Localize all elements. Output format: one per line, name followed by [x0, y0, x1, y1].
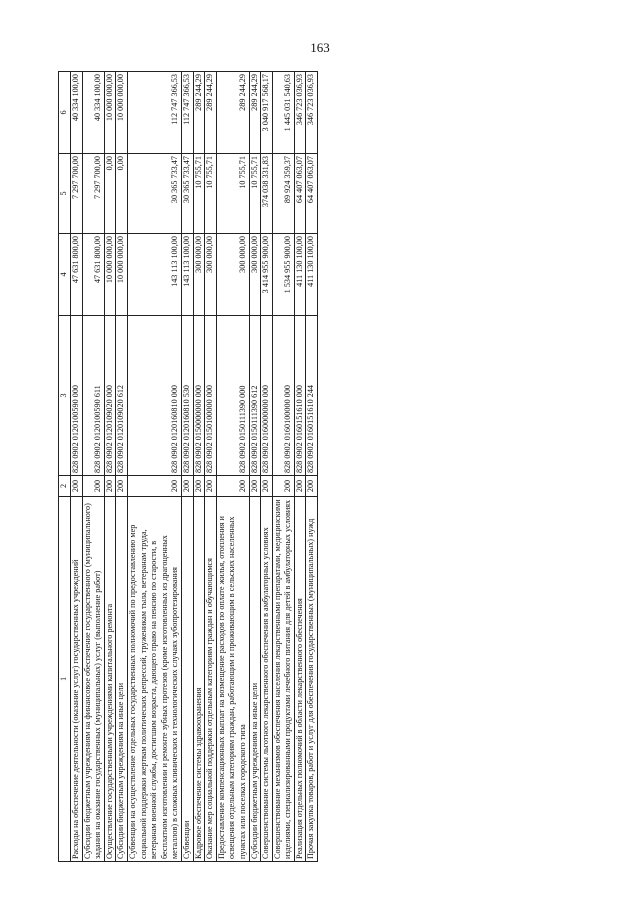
row-budget-code: 828 0902 0160151610 244 — [306, 316, 318, 476]
header-cell: 3 — [59, 316, 71, 476]
row-budget-code: 828 0902 0160000000 000 — [261, 316, 273, 476]
row-line-code: 200 — [272, 476, 294, 497]
row-unexecuted-amount: 289 244,29 — [249, 72, 261, 154]
row-line-code: 200 — [216, 476, 249, 497]
row-description: Субсидии бюджетным учреждениям на иные цели — [249, 497, 261, 862]
row-executed-amount: 0,00 — [116, 154, 128, 234]
row-executed-amount: 0,00 — [104, 154, 116, 234]
row-budget-code: 828 0902 0120109020 000 — [104, 316, 116, 476]
row-approved-amount: 1 534 955 900,00 — [272, 234, 294, 316]
row-description: Кадровое обеспечение системы здравоохранения — [193, 497, 205, 862]
header-cell: 6 — [59, 72, 71, 154]
row-line-code: 200 — [181, 476, 193, 497]
row-budget-code: 828 0902 0120160810 000 — [127, 316, 181, 476]
row-description: Осуществление государственными учреждениями капитального ремонта — [104, 497, 116, 862]
row-line-code: 200 — [205, 476, 217, 497]
row-approved-amount: 47 631 800,00 — [82, 234, 104, 316]
header-cell: 5 — [59, 154, 71, 234]
row-unexecuted-amount: 289 244,29 — [205, 72, 217, 154]
row-line-code: 200 — [104, 476, 116, 497]
row-unexecuted-amount: 346 723 036,93 — [306, 72, 318, 154]
row-approved-amount: 143 113 100,00 — [127, 234, 181, 316]
row-line-code: 200 — [294, 476, 306, 497]
row-approved-amount: 47 631 800,00 — [71, 234, 83, 316]
row-budget-code: 828 0902 0150111390 000 — [216, 316, 249, 476]
row-approved-amount: 411 130 100,00 — [294, 234, 306, 316]
row-approved-amount: 143 113 100,00 — [181, 234, 193, 316]
table-row — [181, 72, 193, 862]
row-approved-amount: 10 000 000,00 — [104, 234, 116, 316]
row-approved-amount: 300 000,00 — [249, 234, 261, 316]
row-unexecuted-amount: 10 000 000,00 — [116, 72, 128, 154]
row-budget-code: 828 0902 0160151610 000 — [294, 316, 306, 476]
row-unexecuted-amount: 112 747 366,53 — [181, 72, 193, 154]
row-executed-amount: 374 038 331,83 — [261, 154, 273, 234]
row-description: Субсидии бюджетным учреждениям на иные цели — [116, 497, 128, 862]
row-executed-amount: 64 407 063,07 — [294, 154, 306, 234]
row-approved-amount: 10 000 000,00 — [116, 234, 128, 316]
row-budget-code: 828 0902 0120160810 530 — [181, 316, 193, 476]
header-cell: 2 — [59, 476, 71, 497]
row-executed-amount: 7 297 700,00 — [82, 154, 104, 234]
row-description: Расходы на обеспечение деятельности (оказание услуг) государственных учреждений — [71, 497, 83, 862]
row-line-code: 200 — [82, 476, 104, 497]
header-cell: 1 — [59, 497, 71, 862]
row-line-code: 200 — [306, 476, 318, 497]
row-unexecuted-amount: 346 723 036,93 — [294, 72, 306, 154]
row-executed-amount: 10 755,71 — [193, 154, 205, 234]
row-line-code: 200 — [116, 476, 128, 497]
row-unexecuted-amount: 289 244,29 — [216, 72, 249, 154]
row-executed-amount: 10 755,71 — [249, 154, 261, 234]
table-row — [71, 72, 83, 862]
row-unexecuted-amount: 112 747 366,53 — [127, 72, 181, 154]
row-budget-code: 828 0902 0150100000 000 — [205, 316, 217, 476]
row-approved-amount: 300 000,00 — [205, 234, 217, 316]
page-number: 163 — [310, 40, 330, 55]
budget-execution-table — [58, 71, 318, 862]
row-approved-amount: 300 000,00 — [193, 234, 205, 316]
row-description: Прочая закупка товаров, работ и услуг для обеспечения государственных (муниципальных) нужд — [306, 497, 318, 862]
row-unexecuted-amount: 289 244,29 — [193, 72, 205, 154]
row-budget-code: 828 0902 0150000000 000 — [193, 316, 205, 476]
row-unexecuted-amount: 10 000 000,00 — [104, 72, 116, 154]
table-row — [261, 72, 273, 862]
header-row — [59, 72, 71, 862]
row-unexecuted-amount: 3 040 917 568,17 — [261, 72, 273, 154]
row-executed-amount: 89 924 359,37 — [272, 154, 294, 234]
row-executed-amount: 64 407 063,07 — [306, 154, 318, 234]
row-budget-code: 828 0902 0120100590 611 — [82, 316, 104, 476]
row-description: Реализация отдельных полномочий в области лекарственного обеспечения — [294, 497, 306, 862]
row-line-code: 200 — [127, 476, 181, 497]
row-budget-code: 828 0902 0120109020 612 — [116, 316, 128, 476]
table-row — [104, 72, 116, 862]
row-approved-amount: 300 000,00 — [216, 234, 249, 316]
row-description: Субвенции на осуществление отдельных государственных полномочий по предоставлению мер социальной поддержки жертвам политических репрессий, труженикам тыла, ветеранам труда, ветеранам военной службы, достигшим возраста, дающего право на пенсию по старости, в бесплатном изготовлении и ремонте зубных протезов (кроме изготовленных из драгоценных металлов) в сложных клинических и технологических случаях зубопротезирования — [127, 497, 181, 862]
table-row — [306, 72, 318, 862]
table-row — [249, 72, 261, 862]
row-description: Субвенции — [181, 497, 193, 862]
row-budget-code: 828 0902 0120100590 000 — [71, 316, 83, 476]
row-description: Субсидии бюджетным учреждениям на финансовое обеспечение государственного (муниципального) задания на оказание государственных (муниципальных) услуг (выполнение работ) — [82, 497, 104, 862]
row-executed-amount: 10 755,71 — [205, 154, 217, 234]
table-row — [205, 72, 217, 862]
table-row — [82, 72, 104, 862]
row-executed-amount: 10 755,71 — [216, 154, 249, 234]
row-line-code: 200 — [249, 476, 261, 497]
table-row — [193, 72, 205, 862]
row-description: Совершенствование системы льготного лекарственного обеспечения в амбулаторных условиях — [261, 497, 273, 862]
row-executed-amount: 7 297 700,00 — [71, 154, 83, 234]
row-description: Оказание мер социальной поддержки отдельным категориям граждан и обучающимся — [205, 497, 217, 862]
table-row — [116, 72, 128, 862]
row-approved-amount: 3 414 955 900,00 — [261, 234, 273, 316]
header-cell: 4 — [59, 234, 71, 316]
row-executed-amount: 30 365 733,47 — [181, 154, 193, 234]
row-budget-code: 828 0902 0160100000 000 — [272, 316, 294, 476]
table-row — [272, 72, 294, 862]
row-unexecuted-amount: 40 334 100,00 — [71, 72, 83, 154]
row-line-code: 200 — [71, 476, 83, 497]
row-unexecuted-amount: 40 334 100,00 — [82, 72, 104, 154]
row-line-code: 200 — [193, 476, 205, 497]
table-row — [216, 72, 249, 862]
budget-table-rotated — [58, 72, 638, 862]
table-row — [127, 72, 181, 862]
row-budget-code: 828 0902 0150111390 612 — [249, 316, 261, 476]
row-line-code: 200 — [261, 476, 273, 497]
row-executed-amount: 30 365 733,47 — [127, 154, 181, 234]
row-approved-amount: 411 130 100,00 — [306, 234, 318, 316]
row-description: Предоставление компенсационных выплат на возмещение расходов по оплате жилья, отопления и освещения отдельным категориям граждан, работающим и проживающим в сельских населенных пунктах или поселках городского типа — [216, 497, 249, 862]
table-row — [294, 72, 306, 862]
row-description: Совершенствование механизмов обеспечения населения лекарственными препаратами, медицинскими изделиями, специализированными продуктами лечебного питания для детей в амбулаторных условиях — [272, 497, 294, 862]
row-unexecuted-amount: 1 445 031 540,63 — [272, 72, 294, 154]
